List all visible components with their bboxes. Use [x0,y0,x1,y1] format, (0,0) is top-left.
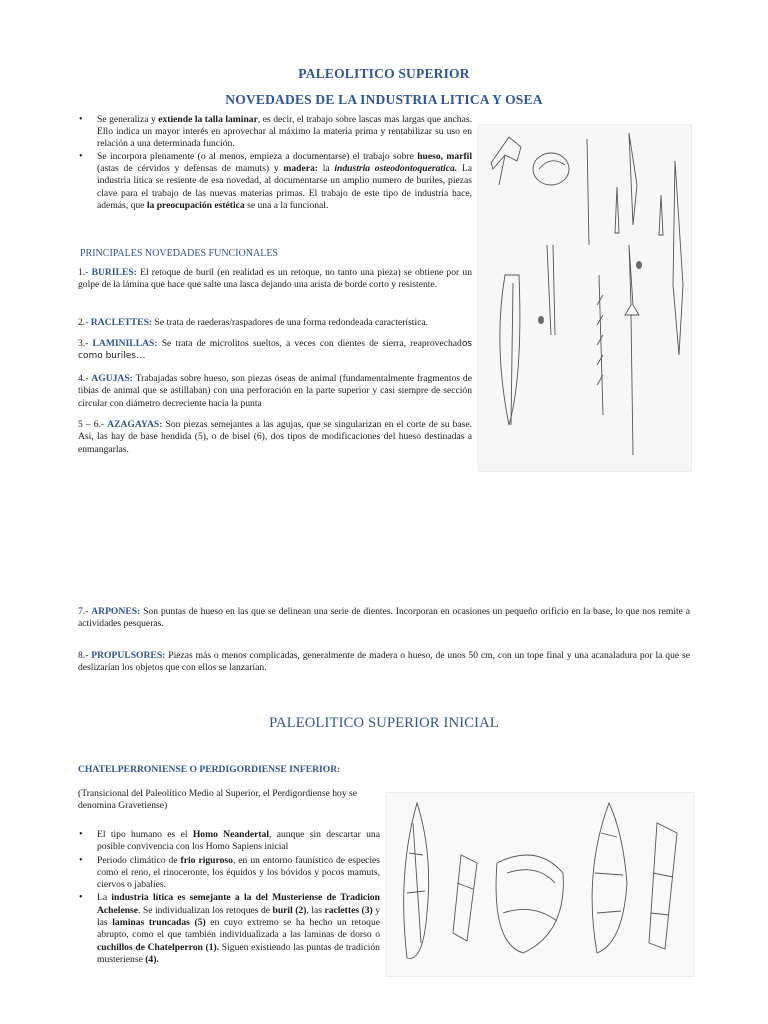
section-title-superior-inicial: PALEOLITICO SUPERIOR INICIAL [269,715,499,731]
item-azagayas: 5 – 6.- AZAGAYAS: Son piezas semejantes a las agujas, que se singularizan en el corte de su base. Asi, las hay de base hendida (5), o de bisel (6), dos tipos de modificaciones del hueso destinadas a enmangarlas. [78,419,472,455]
item-agujas: 4.- AGUJAS: Trabajadas sobre hueso, son piezas óseas de animal (fundamentalmente fragmentos de tibias de animal que se astillaban) con una perforación en la parte superior y casi siempre de sección circular con diámetro decreciente hacia la punta [78,373,472,409]
stone-tools-illustration [386,792,694,977]
stone-tools-drawing [387,793,693,976]
chatelperroniense-list [78,829,380,967]
bullet-talla-laminar: • Se generaliza y extiende la talla laminar, es decir, el trabajo sobre lascas mas largas que anchas. Ello indica un mayor interés en aprovechar al máximo la materia prima y rentabilizar su uso en relación a una determinada función. [78,114,472,150]
novedades-list [78,114,472,213]
chatelperroniense-heading: CHATELPERRONIENSE O PERDIGORDIENSE INFERIOR: [78,764,341,775]
bullet-periodo-climatico: • Periodo climático de frio riguroso, en un entorno faunístico de especies como el reno, el rinoceronte, los équidos y los bóvidos y pocos mamuts, ciervos o jabalíes. [78,855,380,892]
item-propulsores: 8.- PROPULSORES: Piezas más o menos complicadas, generalmente de madera o hueso, de unos 50 cm, con un tope final y una acanaladura por la que se deslizarían los objetos que con ellos se lanzarían. [78,650,691,674]
item-raclettes: 2.- RACLETTES: Se trata de raederas/raspadores de una forma redondeada característica. [78,317,429,328]
principales-heading: PRINCIPALES NOVEDADES FUNCIONALES [80,248,278,259]
bullet-industria-litica: • La industria lítica es semejante a la del Musteriense de Tradicion Achelense. Se individualizan los retoques de buril (2), las raclettes (3) y las laminas truncadas (5) en cuyo extremo se ha hecho un retoque abrupto, como el que también individualizada a las laminas de dorso o cuchillos de Chatelperron (1). Siguen existiendo las puntas de tradición musteriense (4). [78,892,380,966]
handwritten-insert: os como buriles [78,339,473,362]
chatelperroniense-intro: (Transicional del Paleolítico Medio al Superior, el Perdigordiense hoy se denomina Gravetiense) [78,788,358,812]
bone-tools-illustration [478,124,692,472]
item-arpones: 7.- ARPONES: Son puntas de hueso en las que se delinean una serie de dientes. Incorporan en ocasiones un pequeño orificio en la base, lo que nos remite a actividades pesqueras. [78,606,690,630]
bullet-hueso-marfil: • Se incorpora plenamente (o al menos, empieza a documentarse) el trabajo sobre hueso, marfil (astas de cérvidos y defensas de mamuts) y madera: la industria osteodontoqueratica. La industria lítica se resiente de esa novedad, al documentarse un amplio numero de buriles, piezas clave para el trabajo de las nuevas materias primas. El trabajo de este tipo de industria hace, además, que la preocupación estética se una a la funcional. [78,151,472,211]
item-laminillas: 3.- LAMINILLAS: Se trata de microlitos sueltos, a veces con dientes de sierra, reaprovechados como buriles… [78,338,473,362]
bone-tools-drawing [479,125,691,471]
page-title: PALEOLITICO SUPERIOR [298,66,470,81]
bullet-homo-neandertal: • El tipo humano es el Homo Neandertal, aunque sin descartar una posible convivencia con los Homo Sapiens inicial [78,829,380,854]
item-buriles: 1.- BURILES: El retoque de buril (en realidad es un retoque, no tanto una pieza) se obtiene por un golpe de la lámina que hace que salte una lasca dejando una arista de borde corto y resistente. [78,267,472,291]
page-subtitle: NOVEDADES DE LA INDUSTRIA LITICA Y OSEA [225,92,543,107]
